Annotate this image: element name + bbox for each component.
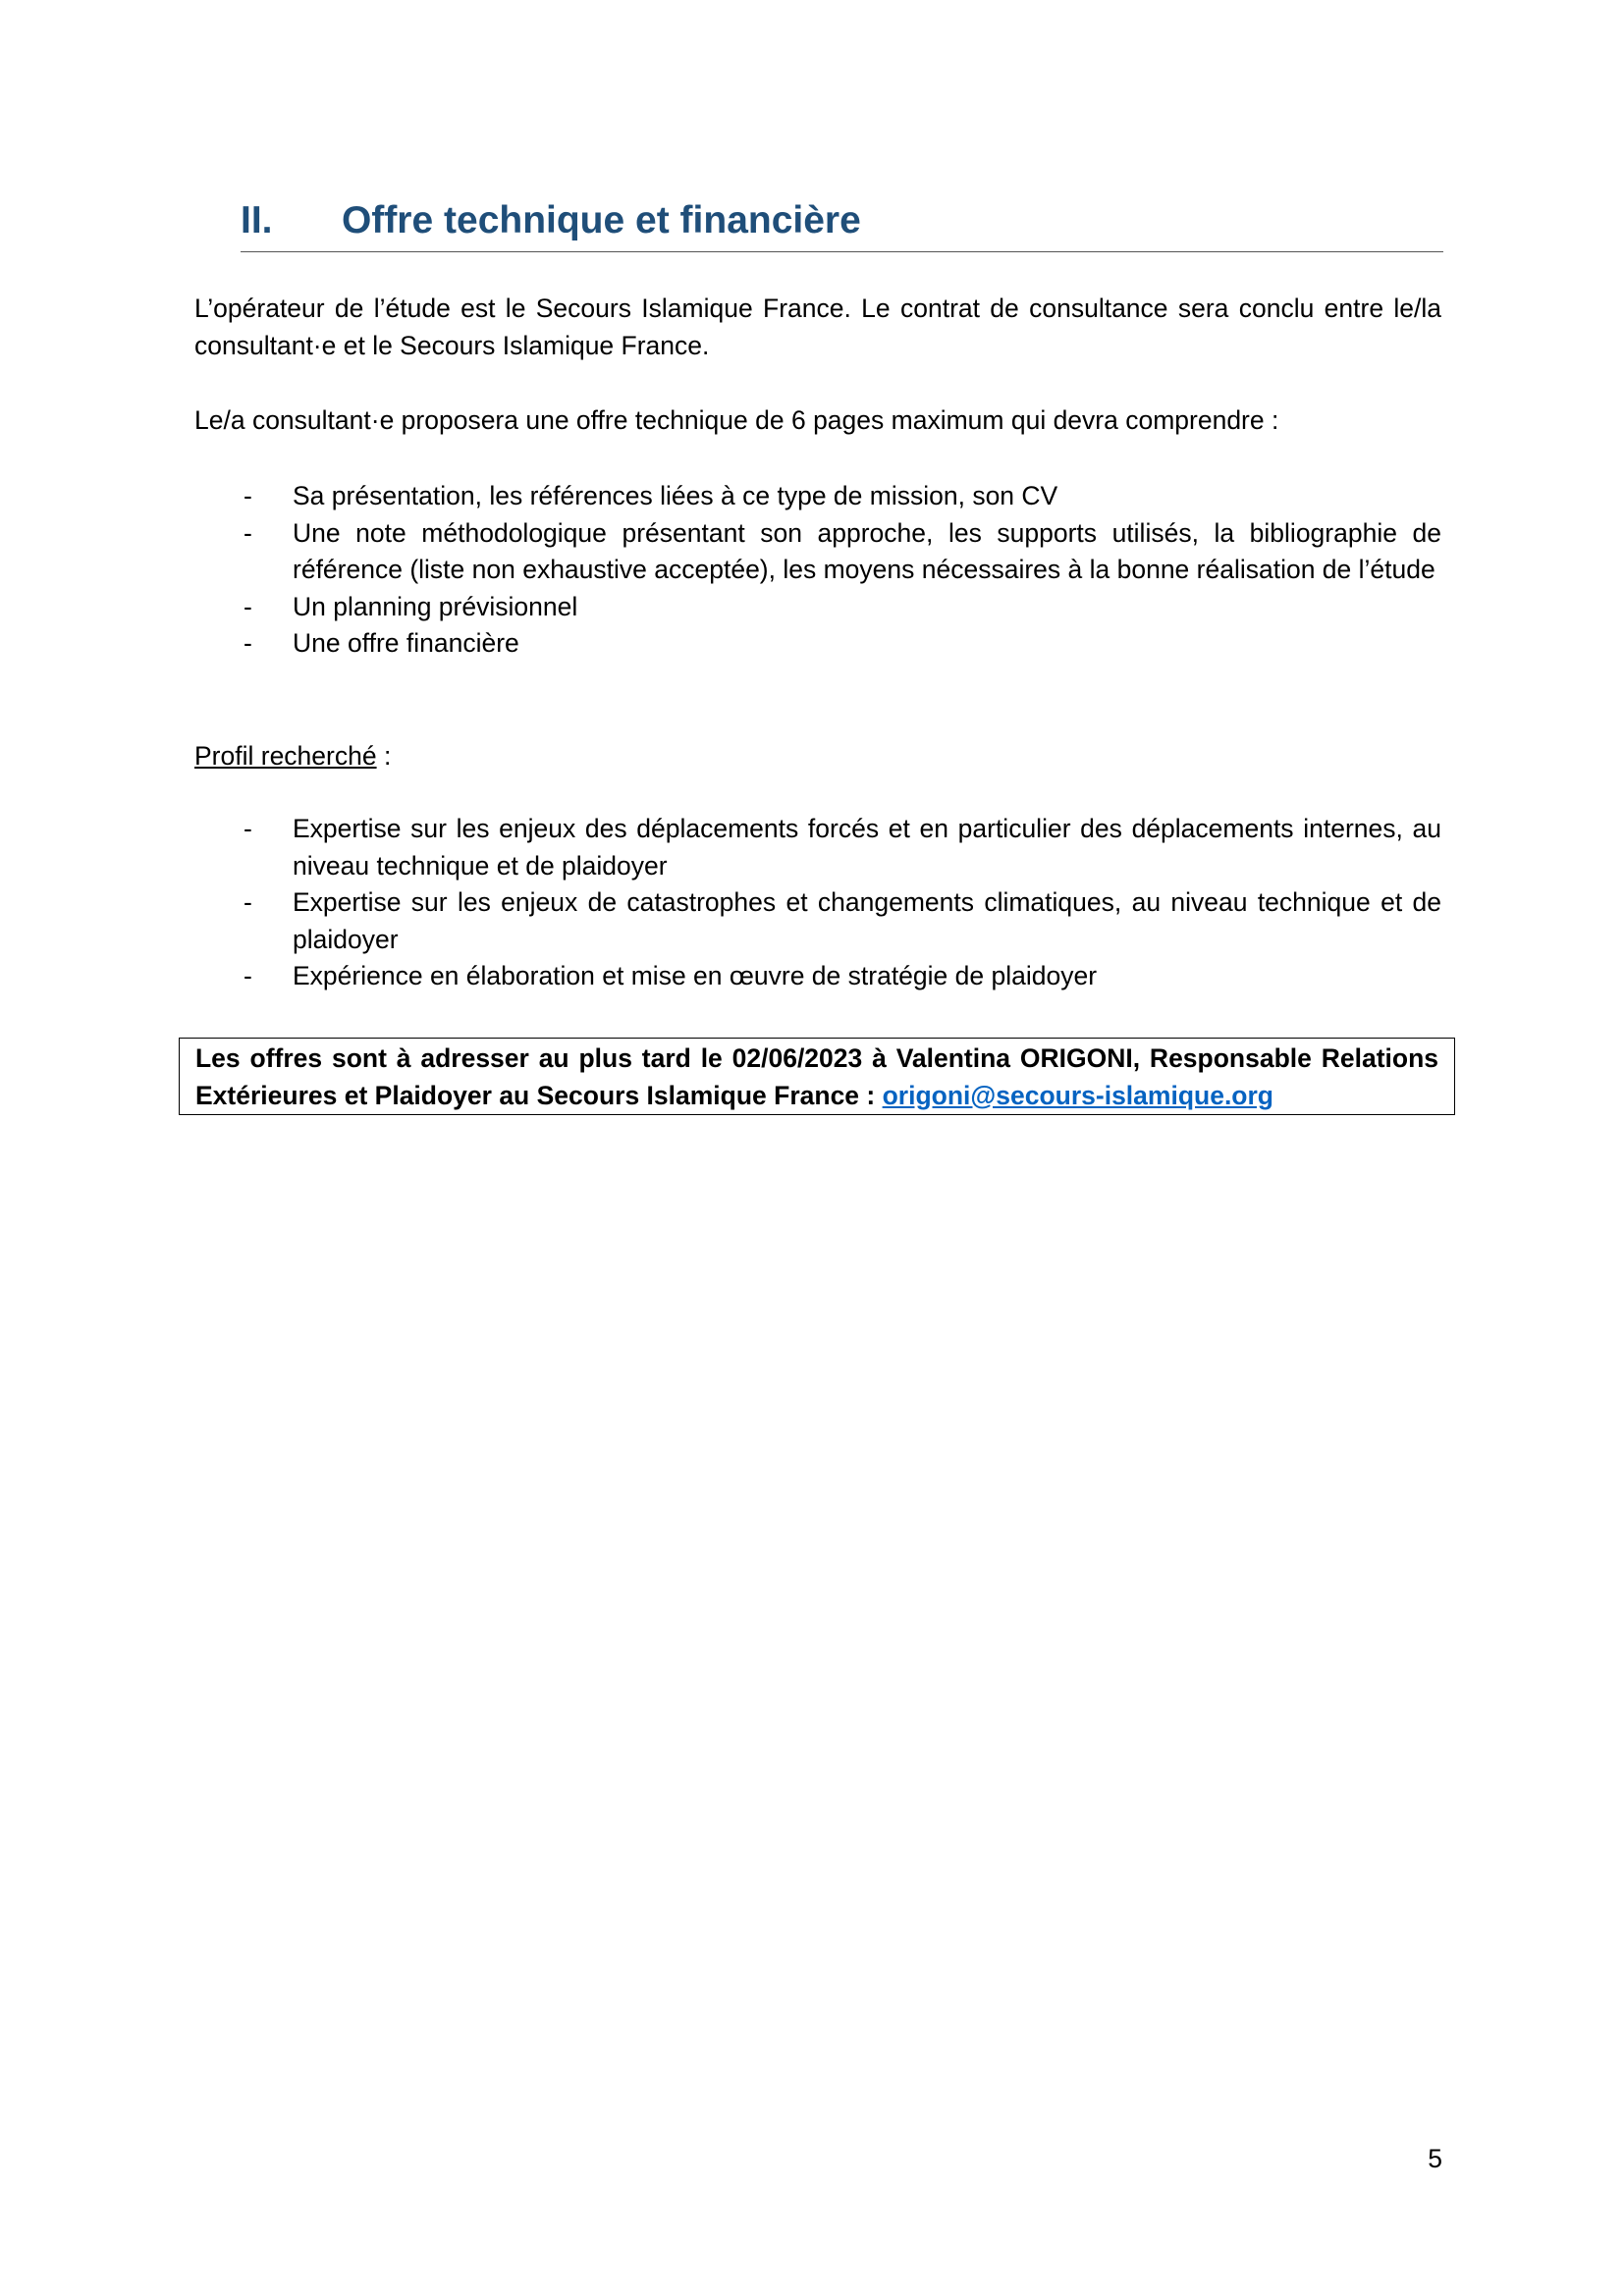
list-item [194, 589, 1441, 626]
notice-body: Les offres sont à adresser au plus tard le 02/06/2023 à Valentina ORIGONI, Responsable Relations Extérieures et Plaidoyer au Secours Islamique France : [195, 1043, 1438, 1110]
page-number: 5 [1428, 2144, 1442, 2173]
list-item [194, 478, 1441, 515]
dash-bullet: - [244, 814, 252, 843]
operator-paragraph: L’opérateur de l’étude est le Secours Islamique France. Le contrat de consultance sera conclu entre le/la consultant·e et le Secours Islamique France. [194, 294, 1441, 360]
dash-bullet: - [244, 961, 252, 990]
list-item [194, 958, 1441, 995]
list-item-text: Une note méthodologique présentant son approche, les supports utilisés, la bibliographie de référence (liste non exhaustive acceptée), les moyens nécessaires à la bonne réalisation de l’étude [293, 517, 1441, 584]
dash-bullet: - [244, 887, 252, 917]
list-item-text: Sa présentation, les références liées à ce type de mission, son CV [293, 481, 1058, 510]
dash-bullet: - [244, 591, 252, 621]
contact-email-link[interactable]: origoni@secours-islamique.org [882, 1080, 1273, 1110]
section-heading [241, 192, 1443, 252]
list-item-text: Expertise sur les enjeux des déplacements forcés et en particulier des déplacements internes, au niveau technique et de plaidoyer [293, 814, 1441, 881]
list-item [194, 515, 1441, 589]
profile-label: Profil recherché [194, 741, 377, 771]
dash-bullet: - [244, 481, 252, 510]
list-item-text: Expertise sur les enjeux de catastrophes et changements climatiques, au niveau technique et de plaidoyer [293, 887, 1441, 954]
list-item-text: Une offre financière [293, 628, 519, 658]
offer-requirements-list [194, 478, 1441, 663]
profile-requirements-list [194, 811, 1441, 995]
dash-bullet: - [244, 517, 252, 548]
list-item-text: Un planning prévisionnel [293, 591, 578, 621]
offer-intro-paragraph: Le/a consultant·e proposera une offre technique de 6 pages maximum qui devra comprendre : [194, 405, 1279, 435]
section-title: Offre technique et financière [342, 199, 861, 241]
list-item [194, 811, 1441, 884]
list-item [194, 625, 1441, 663]
submission-notice-box [179, 1038, 1455, 1115]
profile-heading [194, 738, 1441, 775]
profile-label-suffix: : [376, 741, 392, 771]
dash-bullet: - [244, 628, 252, 658]
list-item-text: Expérience en élaboration et mise en œuvre de stratégie de plaidoyer [293, 961, 1098, 990]
submission-notice-text [195, 1041, 1438, 1114]
list-item [194, 884, 1441, 958]
section-number: II. [241, 199, 273, 241]
